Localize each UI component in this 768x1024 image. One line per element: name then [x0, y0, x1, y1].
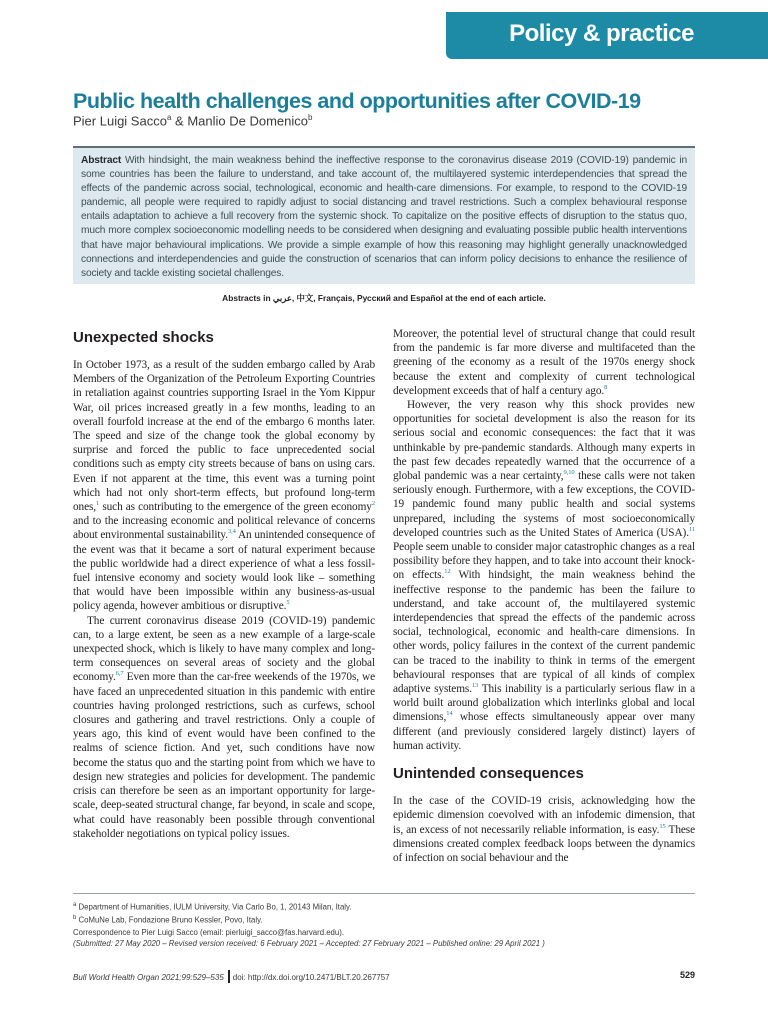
body-paragraph: Moreover, the potential level of structural change that could result from the pandemic is far more diverse and multifaceted than the greening of the economy as a result of the 1970s energy shock because the extent and complexity of current technological development exceeds that of half a century ago.$^8$: [393, 328, 695, 397]
doi-link[interactable]: doi: http://dx.doi.org/10.2471/BLT.20.267757: [232, 973, 390, 982]
reference-link[interactable]: 5: [286, 599, 290, 607]
page-number: 529: [679, 970, 695, 980]
reference-link[interactable]: 13: [471, 682, 479, 690]
page-footer: [73, 970, 695, 984]
reference-link[interactable]: 14: [446, 710, 453, 718]
body-paragraph: The current coronavirus disease 2019 (COVID-19) pandemic can, to a large extent, be seen as a new example of a large-scale unexpected shock, which is likely to have many complex and long-term consequences on several areas of society and the global economy.$^{6,7}$ Even more than the car-free weekends of the 1970s, we have faced an unprecedented situation in this pandemic with entire countries having prolonged restrictions, such as curfews, school closures and gathering and travel restrictions. Only a couple of years ago, this kind of event would have been confined to the realms of science fiction. And yet, such conditions have now become the status quo and the starting point from which we have to design new strategies and policies for development. The pandemic crisis can therefore be seen as an important opportunity for large-scale, deep-seated structural change, far beyond, in scale and scope, what could have reasonably been possible through conventional stakeholder negotiations on typical policy issues.: [73, 614, 375, 840]
author-line: [73, 113, 312, 128]
author-name: Pier Luigi Sacco: [73, 113, 167, 129]
footer-separator: [228, 970, 230, 983]
body-paragraph: In the case of the COVID-19 crisis, acknowledging how the epidemic dimension coevolved with an infodemic dimension, that is, an excess of not necessarily reliable information, is easy.$^{15}$ These dimensions created complex feedback loops between the dynamics of infection on social behaviour and the: [393, 795, 695, 864]
footnotes: [73, 900, 695, 950]
body-column-right: [393, 327, 695, 865]
abstracts-languages-note: Abstracts in عربي, 中文, Français, Русский and Español at the end of each article.: [222, 293, 546, 303]
footnote-divider: [73, 893, 695, 894]
section-banner-label: Policy & practice: [509, 20, 694, 47]
section-banner: [446, 12, 768, 59]
article-title: Public health challenges and opportunities after COVID-19: [73, 89, 641, 113]
reference-link[interactable]: 3,4: [227, 528, 236, 536]
reference-link[interactable]: 15: [659, 822, 666, 830]
reference-link[interactable]: 11: [688, 526, 695, 534]
author-name: Manlio De Domenico: [187, 113, 308, 129]
reference-link[interactable]: 1: [96, 500, 100, 508]
affiliation-mark: a: [166, 113, 172, 122]
author-separator: &: [171, 113, 188, 129]
section-heading: Unintended consequences: [393, 765, 584, 783]
affiliation-mark: b: [307, 113, 313, 122]
footnote-dates: (Submitted: 27 May 2020 – Revised version received: 6 February 2021 – Accepted: 27 February 2021 – Published online: 29 April 2021 ): [73, 939, 545, 949]
reference-link[interactable]: 8: [604, 384, 608, 392]
reference-link[interactable]: 2: [371, 500, 375, 508]
body-column-left: [73, 327, 375, 841]
section-heading: Unexpected shocks: [73, 329, 214, 346]
footnote-affiliation-a: $^a$ Department of Humanities, IULM University, Via Carlo Bo, 1, 20143 Milan, Italy.: [73, 902, 352, 912]
abstract-text: With hindsight, the main weakness behind the ineffective response to the coronavirus disease 2019 (COVID-19) pandemic in some countries has been the failure to understand, and take account of, the multilayered systemic interdependencies that spread the effects of the pandemic across social, technological, economic and health-care dimensions. For example, to respond to the COVID-19 pandemic, all people were required to rapidly adjust to social distancing and travel restrictions. Such a complex behavioural response entails adaptation to achieve a full recovery from the systemic shock. To capitalize on the positive effects of disruption to the status quo, much more complex socioeconomic modelling needs to be considered when designing and evaluating possible public health interventions that have major behavioural implications. We provide a simple example of how this reasoning may highlight generally unacknowledged connections and interdependencies and guide the construction of scenarios that can inform policy decisions to enhance the resilience of society and tackle existing societal challenges.: [81, 155, 687, 279]
abstract-box: [73, 146, 695, 284]
footnote-affiliation-b: $^b$ CoMuNe Lab, Fondazione Bruno Kessler, Povo, Italy.: [73, 915, 263, 925]
reference-link[interactable]: 6,7: [115, 670, 124, 678]
reference-link[interactable]: 9,10: [563, 469, 575, 477]
abstract-label: Abstract: [81, 155, 122, 166]
journal-citation: Bull World Health Organ 2021;99:529–535: [73, 973, 224, 982]
footnote-correspondence: Correspondence to Pier Luigi Sacco (email: pierluigi_sacco@fas.harvard.edu).: [73, 927, 344, 937]
reference-link[interactable]: 12: [444, 568, 451, 576]
body-paragraph: In October 1973, as a result of the sudden embargo called by Arab Members of the Organization of the Petroleum Exporting Countries in retaliation against countries supporting Israel in the Yom Kippur War, oil prices increased greatly in a few months, leading to an overall fourfold increase at the end of the embargo 6 months later. The speed and size of the change took the global economy by surprise and forced the public to face unprecedented social conditions such as empty city streets because of bans on using cars. Even if not apparent at the time, this event was a turning point which had not only short-term effects, but profound long-term ones,$^1$ such as contributing to the emergence of the green economy$^2$ and to the increasing economic and political relevance of concerns about environmental sustainability.$^{3,4}$ An unintended consequence of the event was that it became a sort of natural experiment because the public worldwide had a direct experience of what a less fossil-fuel intensive economy and society would look like – something that would have been impossible within any business-as-usual policy agenda, however ambitious or disruptive.$^5$: [73, 359, 375, 613]
body-paragraph: However, the very reason why this shock provides new opportunities for societal development is also the reason for its serious social and economic consequences: the fact that it was unthinkable by pre-pandemic standards. Although many experts in the past few decades repeatedly warned that the occurrence of a global pandemic was a near certainty,$^{9,10}$ these calls were not taken seriously enough. Furthermore, with a few exceptions, the COVID-19 pandemic found many public health and social systems unprepared, including the systems of most socioeconomically developed countries such as the United States of America (USA).$^{11}$ People seem unable to consider major catastrophic changes as a real possibility before they happen, and to take into account their knock-on effects.$^{12}$ With hindsight, the main weakness behind the ineffective response to the pandemic has been the failure to understand, and take account of, the multilayered systemic interdependencies that spread the effects of the pandemic across social, technological, economic and health-care dimensions. In other words, policy failures in the context of the current pandemic can be traced to the inability to think in terms of the emergent behavioural responses that are typical of all kinds of complex adaptive systems.$^{13}$ This inability is a particularly serious flaw in a world built around globalization which interlinks global and local dimensions,$^{14}$ whose effects simultaneously appear over many different (and previously considered largely distinct) layers of human activity.: [393, 399, 695, 752]
